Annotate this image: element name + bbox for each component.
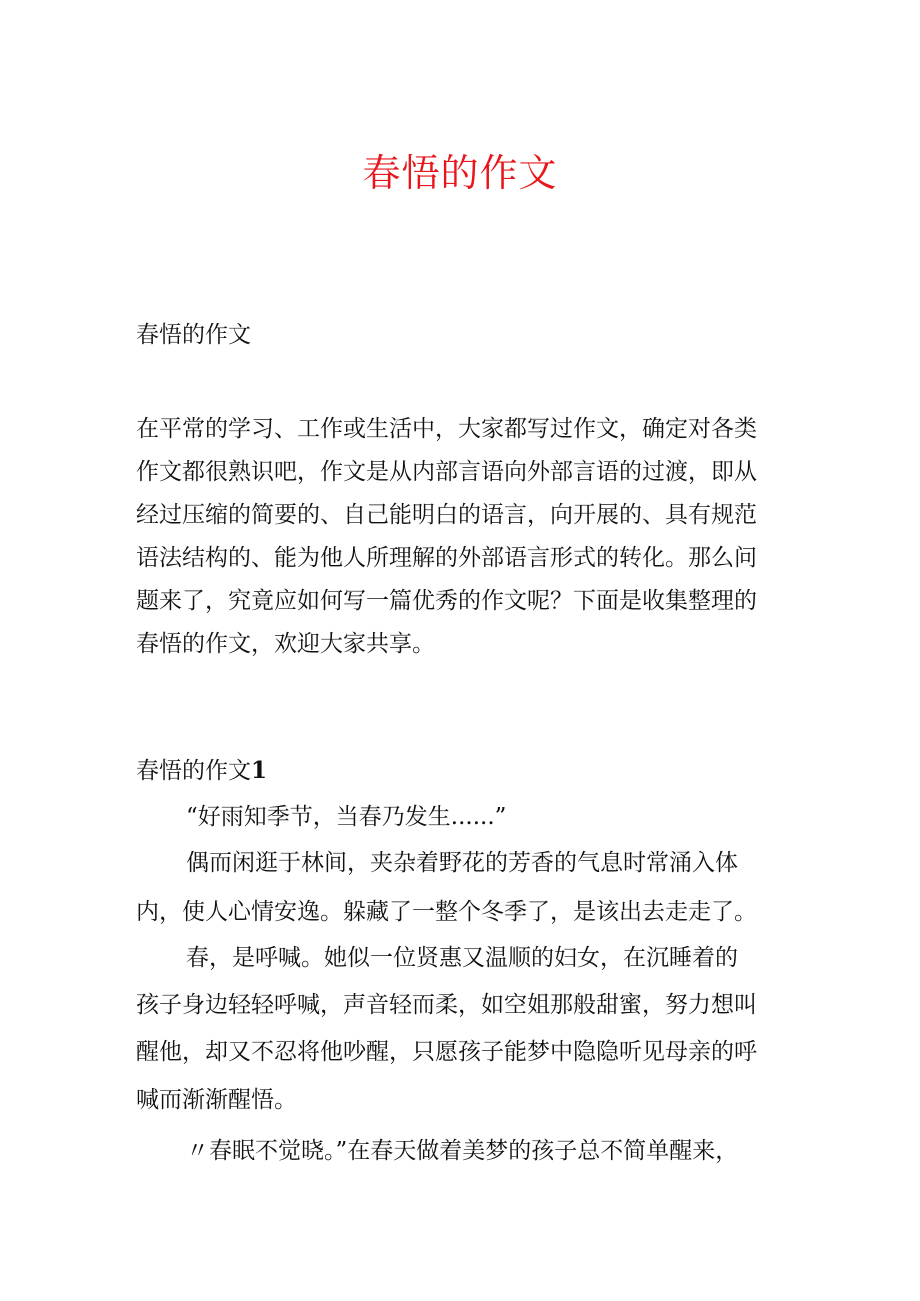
section-heading-number: 1	[251, 757, 268, 784]
section-heading	[136, 754, 267, 788]
body-line: 孩子身边轻轻呼喊，声音轻而柔，如空姐那般甜蜜，努力想叫	[136, 992, 757, 1018]
quote-line: “好雨知季节，当春乃发生......”	[186, 804, 507, 830]
document-title: 春悟的作文	[362, 151, 558, 195]
document-subtitle: 春悟的作文	[136, 322, 251, 348]
body-line: 〃春眠不觉晓。”在春天做着美梦的孩子总不简单醒来，	[186, 1138, 739, 1164]
intro-line: 春悟的作文，欢迎大家共享。	[136, 631, 435, 657]
intro-line: 作文都很熟识吧，作文是从内部言语向外部言语的过渡，即从	[136, 459, 757, 485]
body-line: 醒他，却又不忍将他吵醒，只愿孩子能梦中隐隐听见母亲的呼	[136, 1039, 757, 1065]
body-line: 春，是呼喊。她似一位贤惠又温顺的妇女，在沉睡着的	[186, 945, 738, 971]
intro-line: 语法结构的、能为他人所理解的外部语言形式的转化。那么问	[136, 545, 757, 571]
intro-line: 经过压缩的简要的、自己能明白的语言，向开展的、具有规范	[136, 502, 757, 528]
body-line: 内，使人心情安逸。躲藏了一整个冬季了，是该出去走走了。	[136, 899, 757, 925]
intro-line: 题来了，究竟应如何写一篇优秀的作文呢？下面是收集整理的	[136, 588, 757, 614]
body-line: 偶而闲逛于林间，夹杂着野花的芳香的气息时常涌入体	[186, 850, 738, 876]
section-heading-text: 春悟的作文	[136, 758, 251, 784]
intro-line: 在平常的学习、工作或生活中，大家都写过作文，确定对各类	[136, 416, 757, 442]
body-line: 喊而渐渐醒悟。	[136, 1087, 297, 1113]
intro-paragraph	[136, 408, 796, 666]
